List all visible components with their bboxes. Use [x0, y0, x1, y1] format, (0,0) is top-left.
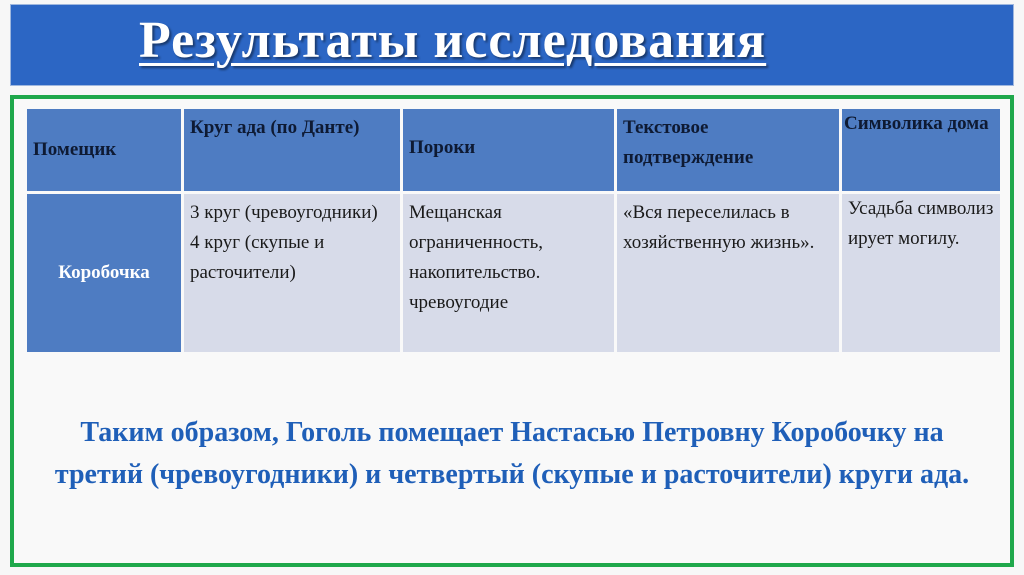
header-quote: Текстовое подтверждение	[617, 109, 839, 191]
vices-line-2: накопительство.	[409, 262, 541, 283]
title-bar	[10, 4, 1014, 86]
header-owner: Помещик	[27, 109, 181, 191]
table-header-row	[27, 109, 1000, 191]
circle-line-1: 3 круг (чревоугодники)	[190, 202, 378, 223]
slide-title: Результаты исследования	[139, 12, 767, 69]
research-table	[24, 106, 1003, 355]
vices-line-3: чревоугодие	[409, 292, 509, 313]
table-row	[27, 194, 1000, 352]
cell-owner: Коробочка	[27, 194, 181, 352]
cell-vices	[403, 194, 614, 352]
circle-line-2: 4 круг (скупые и расточители)	[190, 232, 325, 283]
summary-text: Таким образом, Гоголь помещает Настасью Петровну Коробочку на третий (чревоугодники) и четвертый (скупые и расточители) круги ада.	[54, 417, 970, 490]
header-circle: Круг ада (по Данте)	[184, 109, 400, 191]
header-symbol: Символика дома	[842, 109, 1000, 191]
cell-quote: «Вся переселилась в хозяйственную жизнь».	[617, 194, 839, 352]
header-vices: Пороки	[403, 109, 614, 191]
cell-circle	[184, 194, 400, 352]
cell-symbol: Усадьба символизирует могилу.	[842, 194, 1000, 352]
vices-line-1: Мещанская ограниченность,	[409, 202, 544, 253]
